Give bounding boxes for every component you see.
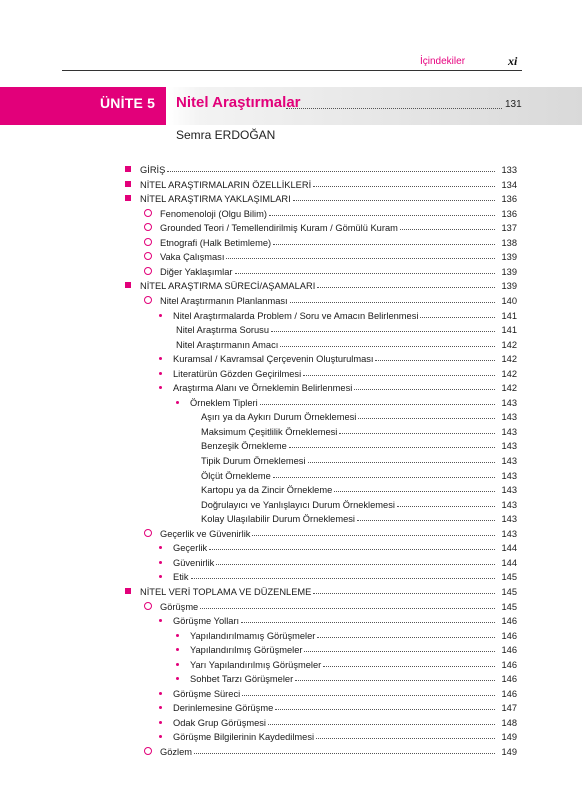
toc-entry[interactable] (159, 612, 517, 626)
toc-entry-title: Literatürün Gözden Geçirilmesi (173, 368, 302, 379)
toc-entry-title: NİTEL ARAŞTIRMA YAKLAŞIMLARI (140, 194, 291, 205)
circle-bullet-icon (144, 252, 152, 260)
circle-bullet-icon (144, 747, 152, 755)
toc-entry-page: 134 (501, 179, 517, 190)
toc-entry[interactable] (201, 452, 517, 466)
toc-entry-page: 139 (501, 281, 517, 292)
toc-entry-page: 143 (501, 456, 517, 466)
toc-entry[interactable] (159, 350, 517, 364)
toc-entry-title: Güvenirlik (173, 557, 215, 568)
toc-entry-title: Yapılandırılmamış Görüşmeler (190, 630, 316, 641)
dot-bullet-icon (159, 575, 162, 578)
toc-entry-page: 142 (501, 383, 517, 394)
toc-entry-title: Nitel Araştırmanın Amacı (176, 339, 279, 350)
toc-entry-page: 143 (501, 499, 517, 510)
running-header-page-number: xi (508, 54, 518, 68)
dot-bullet-icon (159, 357, 162, 360)
toc-entry-title: Etnografi (Halk Betimleme) (160, 237, 272, 248)
toc-entry-page: 142 (501, 354, 517, 365)
toc-entry-page: 143 (501, 485, 517, 496)
toc-leader-dots (313, 592, 495, 594)
circle-bullet-icon (144, 223, 152, 231)
toc-entry[interactable] (201, 510, 517, 524)
toc-leader-dots (357, 519, 495, 521)
toc-entry-page: 146 (501, 645, 517, 656)
toc-entry-title: Odak Grup Görüşmesi (173, 717, 267, 728)
square-bullet-icon (125, 195, 131, 201)
toc-entry-page: 143 (501, 426, 517, 437)
toc-leader-dots (273, 243, 495, 245)
toc-leader-dots (209, 548, 495, 550)
dot-bullet-icon (176, 648, 179, 651)
toc-entry[interactable] (176, 627, 517, 641)
toc-leader-dots (273, 476, 495, 478)
toc-entry[interactable] (176, 670, 517, 684)
toc-entry-page: 149 (501, 747, 517, 757)
circle-bullet-icon (144, 238, 152, 246)
author-name: Semra ERDOĞAN (176, 128, 276, 142)
toc-leader-dots (252, 534, 495, 536)
toc-entry-title: Tipik Durum Örneklemesi (201, 456, 306, 466)
unit-title[interactable]: Nitel Araştırmalar (176, 94, 301, 111)
toc-entry-title: Maksimum Çeşitlilik Örneklemesi (201, 426, 338, 437)
dot-bullet-icon (176, 677, 179, 680)
toc-leader-dots (358, 417, 495, 419)
circle-bullet-icon (144, 267, 152, 275)
toc-entry[interactable] (125, 190, 517, 204)
toc-entry-title: NİTEL ARAŞTIRMALARIN ÖZELLİKLERİ (140, 179, 312, 190)
toc-entry[interactable] (159, 714, 517, 728)
toc-entry-page: 142 (501, 368, 517, 379)
toc-entry-title: Nitel Araştırma Sorusu (176, 325, 270, 336)
circle-bullet-icon (144, 602, 152, 610)
toc-leader-dots (191, 577, 496, 579)
toc-entry-title: Etik (173, 572, 189, 583)
toc-entry-page: 146 (501, 630, 517, 641)
toc-entry-title: Kuramsal / Kavramsal Çerçevenin Oluşturulması (173, 354, 374, 365)
toc-entry-page: 146 (501, 616, 517, 627)
toc-entry-page: 137 (501, 223, 517, 234)
toc-entry[interactable] (201, 467, 517, 481)
header-rule (62, 70, 522, 71)
toc-entry[interactable] (176, 336, 517, 350)
toc-entry-title: Doğrulayıcı ve Yanlışlayıcı Durum Örneklemesi (201, 499, 395, 510)
square-bullet-icon (125, 166, 131, 172)
toc-entry-title: Ölçüt Örnekleme (201, 470, 271, 481)
toc-entry-title: Araştırma Alanı ve Örneklemin Belirlenmesi (173, 383, 353, 394)
toc-entry[interactable] (144, 234, 517, 248)
toc-entry-page: 136 (501, 194, 517, 205)
unit-leader-dots (286, 99, 502, 109)
toc-leader-dots (293, 199, 495, 201)
toc-leader-dots (226, 257, 495, 259)
toc-entry[interactable] (125, 277, 517, 291)
toc-entry-page: 144 (501, 543, 517, 554)
dot-bullet-icon (176, 663, 179, 666)
toc-entry-title: NİTEL VERİ TOPLAMA VE DÜZENLEME (140, 586, 312, 597)
toc-leader-dots (275, 708, 495, 710)
toc-entry[interactable] (144, 263, 517, 277)
unit-label: ÜNİTE 5 (100, 95, 156, 111)
toc-leader-dots (339, 432, 495, 434)
toc-entry-page: 146 (501, 659, 517, 670)
toc-entry[interactable] (144, 248, 517, 262)
dot-bullet-icon (159, 692, 162, 695)
toc-entry-page: 144 (501, 557, 517, 568)
toc-entry-title: Görüşme Bilgilerinin Kaydedilmesi (173, 732, 315, 743)
toc-entry-page: 133 (501, 165, 517, 175)
toc-entry-title: GİRİŞ (140, 165, 166, 175)
unit-page: 131 (505, 99, 522, 110)
toc-leader-dots (397, 505, 495, 507)
toc-leader-dots (280, 345, 495, 347)
toc-entry[interactable] (176, 656, 517, 670)
toc-entry[interactable] (176, 321, 517, 335)
circle-bullet-icon (144, 209, 152, 217)
toc-entry-page: 143 (501, 514, 517, 525)
circle-bullet-icon (144, 296, 152, 304)
toc-leader-dots (317, 636, 495, 638)
toc-entry-title: Kartopu ya da Zincir Örnekleme (201, 485, 333, 496)
toc-entry[interactable] (159, 699, 517, 713)
toc-leader-dots (334, 490, 495, 492)
toc-entry-title: Nitel Araştırmalarda Problem / Soru ve Amacın Belirlenmesi (173, 310, 419, 321)
toc-entry[interactable] (159, 685, 517, 699)
square-bullet-icon (125, 282, 131, 288)
toc-entry[interactable] (125, 583, 517, 597)
toc-entry-page: 143 (501, 441, 517, 452)
toc-leader-dots (304, 650, 495, 652)
toc-entry-title: Aşırı ya da Aykırı Durum Örneklemesi (201, 412, 357, 423)
toc-entry[interactable] (159, 568, 517, 582)
toc-entry[interactable] (125, 176, 517, 190)
toc-leader-dots (290, 301, 495, 303)
square-bullet-icon (125, 181, 131, 187)
toc-entry-title: Yapılandırılmış Görüşmeler (190, 645, 303, 656)
toc-leader-dots (268, 723, 495, 725)
toc-leader-dots (317, 286, 495, 288)
toc-entry-page: 142 (501, 339, 517, 350)
toc-entry-title: Diğer Yaklaşımlar (160, 266, 233, 277)
toc-entry-title: NİTEL ARAŞTIRMA SÜRECİ/AŞAMALARI (140, 281, 316, 292)
toc-leader-dots (260, 403, 495, 405)
toc-entry-title: Nitel Araştırmanın Planlanması (160, 295, 288, 306)
dot-bullet-icon (159, 735, 162, 738)
toc-entry-page: 141 (501, 310, 517, 321)
toc-entry[interactable] (125, 161, 517, 175)
toc-leader-dots (400, 228, 495, 230)
toc-entry[interactable] (159, 379, 517, 393)
dot-bullet-icon (159, 314, 162, 317)
toc-entry[interactable] (201, 496, 517, 510)
toc-leader-dots (200, 607, 495, 609)
toc-entry[interactable] (176, 641, 517, 655)
toc-entry-title: Vaka Çalışması (160, 252, 225, 263)
toc-leader-dots (313, 185, 495, 187)
toc-entry[interactable] (144, 292, 517, 306)
toc-entry[interactable] (201, 437, 517, 451)
toc-entry-page: 149 (501, 732, 517, 743)
toc-entry-page: 143 (501, 397, 517, 408)
toc-entry-title: Fenomenoloji (Olgu Bilim) (160, 208, 267, 219)
toc-entry-page: 136 (501, 208, 517, 219)
dot-bullet-icon (159, 561, 162, 564)
toc-leader-dots (167, 170, 495, 172)
toc-leader-dots (354, 388, 495, 390)
toc-entry[interactable] (201, 408, 517, 422)
toc-leader-dots (375, 359, 495, 361)
toc-leader-dots (216, 563, 495, 565)
dot-bullet-icon (159, 619, 162, 622)
toc-entry-page: 145 (501, 586, 517, 597)
toc-entry[interactable] (159, 554, 517, 568)
toc-entry-page: 146 (501, 688, 517, 699)
toc-entry-title: Sohbet Tarzı Görüşmeler (190, 674, 294, 685)
toc-entry[interactable] (201, 481, 517, 495)
running-header-section: İçindekiler (420, 56, 466, 67)
toc-leader-dots (420, 316, 495, 318)
toc-entry-title: Örneklem Tipleri (190, 397, 258, 408)
circle-bullet-icon (144, 529, 152, 537)
toc-entry-page: 146 (501, 674, 517, 685)
dot-bullet-icon (159, 721, 162, 724)
toc-entry[interactable] (144, 743, 517, 757)
toc-entry[interactable] (144, 598, 517, 612)
toc-entry-page: 138 (501, 237, 517, 248)
toc-entry-title: Geçerlik (173, 543, 208, 554)
toc-entry-page: 139 (501, 252, 517, 263)
toc-entry-title: Görüşme (160, 601, 199, 612)
toc-entry-title: Gözlem (160, 747, 193, 757)
toc-entry-title: Geçerlik ve Güvenirlik (160, 528, 251, 539)
toc-entry[interactable] (159, 728, 517, 742)
toc-leader-dots (289, 446, 495, 448)
toc-entry[interactable] (144, 205, 517, 219)
dot-bullet-icon (176, 401, 179, 404)
dot-bullet-icon (159, 546, 162, 549)
toc-entry-page: 148 (501, 717, 517, 728)
toc-entry[interactable] (176, 394, 517, 408)
toc-entry-page: 143 (501, 412, 517, 423)
toc-entry[interactable] (201, 423, 517, 437)
toc-leader-dots (194, 752, 495, 754)
toc-leader-dots (235, 272, 495, 274)
toc-leader-dots (316, 737, 495, 739)
toc-leader-dots (323, 665, 495, 667)
toc-entry[interactable] (144, 219, 517, 233)
toc-entry-page: 145 (501, 601, 517, 612)
toc-leader-dots (308, 461, 495, 463)
toc-leader-dots (269, 214, 495, 216)
toc-entry[interactable] (159, 307, 517, 321)
toc-entry-page: 141 (501, 325, 517, 336)
toc-entry-title: Derinlemesine Görüşme (173, 703, 274, 714)
dot-bullet-icon (176, 634, 179, 637)
toc-entry[interactable] (144, 525, 517, 539)
square-bullet-icon (125, 588, 131, 594)
toc-entry-title: Yarı Yapılandırılmış Görüşmeler (190, 659, 322, 670)
toc-entry[interactable] (159, 365, 517, 379)
toc-leader-dots (295, 679, 495, 681)
toc-entry-page: 147 (501, 703, 517, 714)
toc-leader-dots (271, 330, 495, 332)
toc-entry-title: Kolay Ulaşılabilir Durum Örneklemesi (201, 514, 355, 525)
toc-entry-title: Grounded Teori / Temellendirilmiş Kuram / Gömülü Kuram (160, 223, 398, 234)
toc-entry-page: 143 (501, 470, 517, 481)
toc-entry-page: 139 (501, 266, 517, 277)
dot-bullet-icon (159, 706, 162, 709)
toc-entry[interactable] (159, 539, 517, 553)
toc-leader-dots (303, 374, 495, 376)
toc-leader-dots (241, 621, 495, 623)
dot-bullet-icon (159, 386, 162, 389)
toc-entry-page: 143 (501, 528, 517, 539)
dot-bullet-icon (159, 372, 162, 375)
toc-entry-title: Benzeşik Örnekleme (201, 441, 287, 452)
toc-entry-page: 140 (501, 295, 517, 306)
toc-leader-dots (242, 694, 495, 696)
toc-entry-title: Görüşme Süreci (173, 688, 241, 699)
toc-entry-title: Görüşme Yolları (173, 616, 240, 627)
toc-entry-page: 145 (501, 572, 517, 583)
